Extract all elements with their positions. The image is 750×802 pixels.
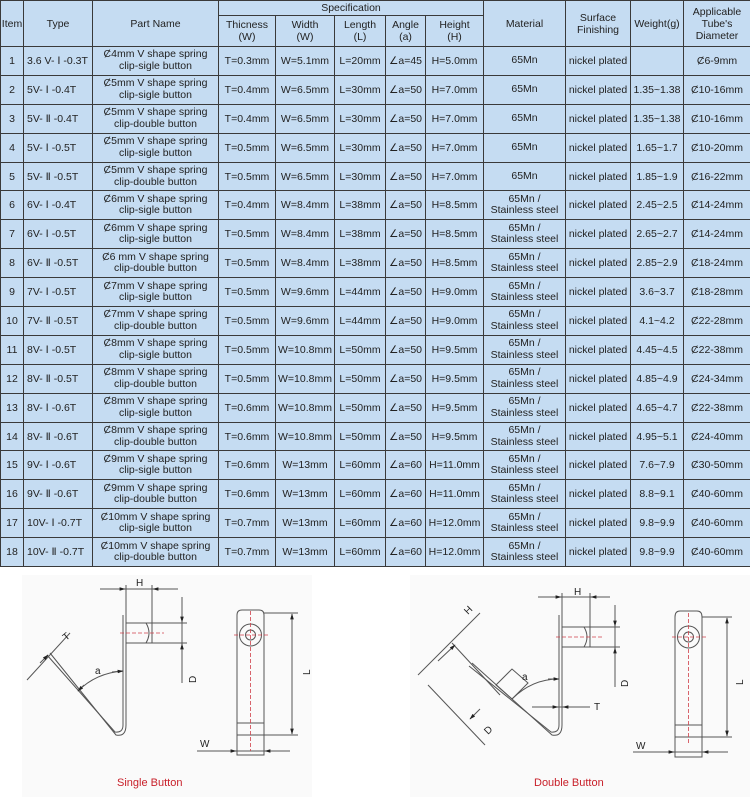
- cell-diameter: Ȼ14-24mm: [684, 220, 750, 249]
- cell-material: 65Mn / Stainless steel: [484, 220, 566, 249]
- cell-part-name: Ȼ5mm V shape spring clip-double button: [93, 104, 219, 133]
- cell-thickness: T=0.6mm: [219, 393, 276, 422]
- cell-thickness: T=0.6mm: [219, 451, 276, 480]
- cell-width: W=8.4mm: [276, 191, 335, 220]
- cell-length: L=60mm: [335, 538, 386, 567]
- cell-length: L=60mm: [335, 451, 386, 480]
- cell-item: 17: [1, 509, 24, 538]
- cell-type: 6V- Ⅰ -0.5T: [24, 220, 93, 249]
- cell-height: H=7.0mm: [426, 133, 484, 162]
- cell-diameter: Ȼ22-28mm: [684, 307, 750, 336]
- cell-weight: 3.6~3.7: [631, 278, 684, 307]
- table-row: [1, 133, 750, 162]
- cell-type: 9V- Ⅰ -0.6T: [24, 451, 93, 480]
- cell-angle: ∠a=50: [386, 133, 426, 162]
- cell-length: L=50mm: [335, 422, 386, 451]
- table-row: [1, 220, 750, 249]
- cell-length: L=30mm: [335, 75, 386, 104]
- cell-material: 65Mn / Stainless steel: [484, 191, 566, 220]
- cell-material: 65Mn / Stainless steel: [484, 422, 566, 451]
- cell-diameter: Ȼ18-24mm: [684, 249, 750, 278]
- cell-weight: 1.85~1.9: [631, 162, 684, 191]
- double-button-diagram: [410, 575, 750, 797]
- cell-surface: nickel plated: [566, 364, 631, 393]
- cell-surface: nickel plated: [566, 278, 631, 307]
- header-thickness: Thicness (W): [219, 16, 276, 47]
- cell-width: W=10.8mm: [276, 422, 335, 451]
- cell-length: L=38mm: [335, 249, 386, 278]
- cell-part-name: Ȼ9mm V shape spring clip-sigle button: [93, 451, 219, 480]
- cell-length: L=20mm: [335, 47, 386, 76]
- table-row: [1, 538, 750, 567]
- cell-thickness: T=0.5mm: [219, 335, 276, 364]
- cell-diameter: Ȼ10-16mm: [684, 75, 750, 104]
- cell-material: 65Mn: [484, 75, 566, 104]
- cell-part-name: Ȼ8mm V shape spring clip-double button: [93, 364, 219, 393]
- cell-item: 3: [1, 104, 24, 133]
- cell-height: H=9.5mm: [426, 364, 484, 393]
- cell-surface: nickel plated: [566, 104, 631, 133]
- cell-width: W=13mm: [276, 480, 335, 509]
- cell-surface: nickel plated: [566, 191, 631, 220]
- cell-type: 5V- Ⅰ -0.4T: [24, 75, 93, 104]
- double-button-drawing-icon: [410, 575, 750, 797]
- cell-material: 65Mn: [484, 47, 566, 76]
- table-row: [1, 75, 750, 104]
- table-row: [1, 451, 750, 480]
- cell-material: 65Mn / Stainless steel: [484, 364, 566, 393]
- cell-height: H=7.0mm: [426, 75, 484, 104]
- cell-material: 65Mn / Stainless steel: [484, 393, 566, 422]
- cell-item: 5: [1, 162, 24, 191]
- cell-part-name: Ȼ9mm V shape spring clip-double button: [93, 480, 219, 509]
- cell-item: 9: [1, 278, 24, 307]
- cell-thickness: T=0.7mm: [219, 538, 276, 567]
- label-d: D: [620, 680, 631, 687]
- cell-thickness: T=0.5mm: [219, 249, 276, 278]
- cell-width: W=10.8mm: [276, 364, 335, 393]
- header-diameter: Applicable Tube's Diameter: [684, 1, 750, 47]
- cell-diameter: Ȼ24-40mm: [684, 422, 750, 451]
- label-h: H: [136, 578, 143, 589]
- header-surface: Surface Finishing: [566, 1, 631, 47]
- cell-material: 65Mn / Stainless steel: [484, 278, 566, 307]
- cell-height: H=7.0mm: [426, 104, 484, 133]
- cell-width: W=10.8mm: [276, 393, 335, 422]
- table-row: [1, 364, 750, 393]
- cell-angle: ∠a=50: [386, 162, 426, 191]
- cell-surface: nickel plated: [566, 422, 631, 451]
- label-a: a: [95, 666, 101, 677]
- cell-width: W=8.4mm: [276, 249, 335, 278]
- cell-item: 14: [1, 422, 24, 451]
- header-width: Width (W): [276, 16, 335, 47]
- cell-angle: ∠a=45: [386, 47, 426, 76]
- cell-surface: nickel plated: [566, 509, 631, 538]
- cell-weight: 4.85~4.9: [631, 364, 684, 393]
- table-row: [1, 393, 750, 422]
- cell-thickness: T=0.4mm: [219, 191, 276, 220]
- header-item: Item: [1, 1, 24, 47]
- cell-diameter: Ȼ14-24mm: [684, 191, 750, 220]
- cell-height: H=7.0mm: [426, 162, 484, 191]
- cell-item: 15: [1, 451, 24, 480]
- cell-material: 65Mn / Stainless steel: [484, 249, 566, 278]
- cell-part-name: Ȼ7mm V shape spring clip-double button: [93, 307, 219, 336]
- header-specification: Specification: [219, 1, 484, 16]
- cell-angle: ∠a=60: [386, 509, 426, 538]
- cell-weight: 2.85~2.9: [631, 249, 684, 278]
- cell-part-name: Ȼ8mm V shape spring clip-sigle button: [93, 335, 219, 364]
- table-row: [1, 422, 750, 451]
- cell-item: 12: [1, 364, 24, 393]
- cell-length: L=50mm: [335, 335, 386, 364]
- cell-surface: nickel plated: [566, 133, 631, 162]
- cell-width: W=10.8mm: [276, 335, 335, 364]
- table-row: [1, 335, 750, 364]
- diagram-area: [0, 567, 750, 800]
- cell-width: W=6.5mm: [276, 162, 335, 191]
- cell-angle: ∠a=50: [386, 220, 426, 249]
- cell-item: 16: [1, 480, 24, 509]
- cell-material: 65Mn: [484, 162, 566, 191]
- cell-diameter: Ȼ22-38mm: [684, 393, 750, 422]
- cell-width: W=5.1mm: [276, 47, 335, 76]
- cell-weight: 7.6~7.9: [631, 451, 684, 480]
- cell-item: 2: [1, 75, 24, 104]
- cell-width: W=13mm: [276, 451, 335, 480]
- cell-type: 8V- Ⅰ -0.5T: [24, 335, 93, 364]
- cell-thickness: T=0.5mm: [219, 220, 276, 249]
- cell-type: 5V- Ⅱ -0.4T: [24, 104, 93, 133]
- cell-height: H=9.5mm: [426, 393, 484, 422]
- cell-width: W=8.4mm: [276, 220, 335, 249]
- cell-angle: ∠a=50: [386, 104, 426, 133]
- cell-length: L=60mm: [335, 480, 386, 509]
- cell-type: 7V- Ⅱ -0.5T: [24, 307, 93, 336]
- cell-type: 5V- Ⅰ -0.5T: [24, 133, 93, 162]
- table-header: [1, 1, 750, 47]
- header-angle: Angle (a): [386, 16, 426, 47]
- single-button-drawing-icon: [22, 575, 312, 797]
- cell-surface: nickel plated: [566, 307, 631, 336]
- cell-type: 3.6 V- Ⅰ -0.3T: [24, 47, 93, 76]
- cell-surface: nickel plated: [566, 75, 631, 104]
- cell-thickness: T=0.5mm: [219, 133, 276, 162]
- cell-type: 9V- Ⅱ -0.6T: [24, 480, 93, 509]
- cell-part-name: Ȼ5mm V shape spring clip-double button: [93, 162, 219, 191]
- cell-diameter: Ȼ24-34mm: [684, 364, 750, 393]
- cell-height: H=8.5mm: [426, 220, 484, 249]
- label-h-angled: H: [462, 604, 475, 617]
- cell-weight: 9.8~9.9: [631, 538, 684, 567]
- cell-surface: nickel plated: [566, 538, 631, 567]
- cell-angle: ∠a=50: [386, 307, 426, 336]
- cell-diameter: Ȼ30-50mm: [684, 451, 750, 480]
- cell-width: W=6.5mm: [276, 75, 335, 104]
- cell-diameter: Ȼ6-9mm: [684, 47, 750, 76]
- cell-width: W=9.6mm: [276, 278, 335, 307]
- double-button-caption: Double Button: [534, 777, 604, 789]
- header-height: Height (H): [426, 16, 484, 47]
- cell-length: L=60mm: [335, 509, 386, 538]
- cell-length: L=50mm: [335, 364, 386, 393]
- cell-type: 6V- Ⅰ -0.4T: [24, 191, 93, 220]
- single-button-diagram: [22, 575, 312, 797]
- cell-part-name: Ȼ4mm V shape spring clip-sigle button: [93, 47, 219, 76]
- cell-diameter: Ȼ40-60mm: [684, 480, 750, 509]
- cell-length: L=30mm: [335, 133, 386, 162]
- header-material: Material: [484, 1, 566, 47]
- cell-height: H=9.5mm: [426, 335, 484, 364]
- cell-angle: ∠a=60: [386, 451, 426, 480]
- cell-surface: nickel plated: [566, 162, 631, 191]
- cell-item: 8: [1, 249, 24, 278]
- cell-surface: nickel plated: [566, 47, 631, 76]
- cell-thickness: T=0.5mm: [219, 307, 276, 336]
- cell-angle: ∠a=50: [386, 75, 426, 104]
- cell-angle: ∠a=50: [386, 191, 426, 220]
- cell-weight: 4.95~5.1: [631, 422, 684, 451]
- table-row: [1, 191, 750, 220]
- label-d: D: [188, 676, 199, 683]
- cell-part-name: Ȼ10mm V shape spring clip-double button: [93, 538, 219, 567]
- cell-height: H=12.0mm: [426, 509, 484, 538]
- cell-weight: 1.35~1.38: [631, 75, 684, 104]
- cell-surface: nickel plated: [566, 220, 631, 249]
- cell-material: 65Mn / Stainless steel: [484, 451, 566, 480]
- cell-material: 65Mn / Stainless steel: [484, 538, 566, 567]
- cell-surface: nickel plated: [566, 249, 631, 278]
- label-t: T: [594, 702, 600, 713]
- cell-width: W=13mm: [276, 509, 335, 538]
- cell-item: 13: [1, 393, 24, 422]
- cell-item: 11: [1, 335, 24, 364]
- label-l: L: [735, 679, 746, 685]
- cell-angle: ∠a=50: [386, 364, 426, 393]
- cell-weight: 4.65~4.7: [631, 393, 684, 422]
- cell-item: 4: [1, 133, 24, 162]
- cell-weight: 4.1~4.2: [631, 307, 684, 336]
- cell-height: H=12.0mm: [426, 538, 484, 567]
- cell-material: 65Mn: [484, 104, 566, 133]
- cell-thickness: T=0.4mm: [219, 104, 276, 133]
- cell-part-name: Ȼ6mm V shape spring clip-sigle button: [93, 191, 219, 220]
- cell-length: L=44mm: [335, 307, 386, 336]
- cell-height: H=11.0mm: [426, 480, 484, 509]
- cell-type: 7V- Ⅰ -0.5T: [24, 278, 93, 307]
- cell-type: 8V- Ⅱ -0.5T: [24, 364, 93, 393]
- cell-item: 18: [1, 538, 24, 567]
- cell-thickness: T=0.3mm: [219, 47, 276, 76]
- cell-height: H=11.0mm: [426, 451, 484, 480]
- cell-diameter: Ȼ10-20mm: [684, 133, 750, 162]
- header-length: Length (L): [335, 16, 386, 47]
- cell-diameter: Ȼ22-38mm: [684, 335, 750, 364]
- label-l: L: [302, 669, 312, 675]
- cell-type: 8V- Ⅱ -0.6T: [24, 422, 93, 451]
- cell-part-name: Ȼ5mm V shape spring clip-sigle button: [93, 133, 219, 162]
- cell-weight: [631, 47, 684, 76]
- cell-material: 65Mn / Stainless steel: [484, 307, 566, 336]
- cell-length: L=38mm: [335, 220, 386, 249]
- cell-weight: 2.45~2.5: [631, 191, 684, 220]
- table-row: [1, 47, 750, 76]
- cell-angle: ∠a=60: [386, 480, 426, 509]
- label-a: a: [522, 672, 528, 683]
- cell-type: 10V- Ⅰ -0.7T: [24, 509, 93, 538]
- cell-weight: 9.8~9.9: [631, 509, 684, 538]
- table-row: [1, 509, 750, 538]
- cell-weight: 4.45~4.5: [631, 335, 684, 364]
- table-row: [1, 162, 750, 191]
- cell-width: W=6.5mm: [276, 133, 335, 162]
- cell-thickness: T=0.4mm: [219, 75, 276, 104]
- cell-weight: 2.65~2.7: [631, 220, 684, 249]
- cell-item: 7: [1, 220, 24, 249]
- cell-angle: ∠a=50: [386, 422, 426, 451]
- header-part-name: Part Name: [93, 1, 219, 47]
- table-body: [1, 47, 750, 567]
- cell-diameter: Ȼ40-60mm: [684, 509, 750, 538]
- cell-weight: 8.8~9.1: [631, 480, 684, 509]
- cell-material: 65Mn: [484, 133, 566, 162]
- cell-part-name: Ȼ8mm V shape spring clip-sigle button: [93, 393, 219, 422]
- cell-thickness: T=0.5mm: [219, 162, 276, 191]
- cell-width: W=9.6mm: [276, 307, 335, 336]
- table-row: [1, 278, 750, 307]
- cell-item: 1: [1, 47, 24, 76]
- cell-length: L=44mm: [335, 278, 386, 307]
- header-type: Type: [24, 1, 93, 47]
- cell-height: H=8.5mm: [426, 191, 484, 220]
- cell-surface: nickel plated: [566, 480, 631, 509]
- cell-type: 6V- Ⅱ -0.5T: [24, 249, 93, 278]
- cell-surface: nickel plated: [566, 393, 631, 422]
- cell-diameter: Ȼ10-16mm: [684, 104, 750, 133]
- cell-angle: ∠a=50: [386, 278, 426, 307]
- cell-width: W=13mm: [276, 538, 335, 567]
- table-row: [1, 307, 750, 336]
- cell-diameter: Ȼ40-60mm: [684, 538, 750, 567]
- header-weight: Weight(g): [631, 1, 684, 47]
- cell-part-name: Ȼ6mm V shape spring clip-sigle button: [93, 220, 219, 249]
- cell-height: H=9.0mm: [426, 307, 484, 336]
- cell-part-name: Ȼ6 mm V shape spring clip-double button: [93, 249, 219, 278]
- cell-length: L=30mm: [335, 104, 386, 133]
- cell-weight: 1.35~1.38: [631, 104, 684, 133]
- cell-type: 10V- Ⅱ -0.7T: [24, 538, 93, 567]
- cell-angle: ∠a=50: [386, 393, 426, 422]
- cell-thickness: T=0.5mm: [219, 364, 276, 393]
- cell-diameter: Ȼ18-28mm: [684, 278, 750, 307]
- cell-surface: nickel plated: [566, 451, 631, 480]
- label-h: H: [574, 587, 581, 598]
- cell-part-name: Ȼ5mm V shape spring clip-sigle button: [93, 75, 219, 104]
- table-row: [1, 480, 750, 509]
- cell-diameter: Ȼ16-22mm: [684, 162, 750, 191]
- cell-part-name: Ȼ8mm V shape spring clip-double button: [93, 422, 219, 451]
- cell-height: H=5.0mm: [426, 47, 484, 76]
- cell-surface: nickel plated: [566, 335, 631, 364]
- cell-part-name: Ȼ10mm V shape spring clip-sigle button: [93, 509, 219, 538]
- cell-type: 5V- Ⅱ -0.5T: [24, 162, 93, 191]
- cell-weight: 1.65~1.7: [631, 133, 684, 162]
- cell-item: 10: [1, 307, 24, 336]
- cell-thickness: T=0.6mm: [219, 422, 276, 451]
- table-row: [1, 249, 750, 278]
- cell-thickness: T=0.6mm: [219, 480, 276, 509]
- cell-type: 8V- Ⅰ -0.6T: [24, 393, 93, 422]
- table-row: [1, 104, 750, 133]
- cell-length: L=50mm: [335, 393, 386, 422]
- cell-width: W=6.5mm: [276, 104, 335, 133]
- label-w: W: [636, 741, 646, 752]
- cell-height: H=9.5mm: [426, 422, 484, 451]
- cell-height: H=8.5mm: [426, 249, 484, 278]
- label-t: T: [61, 631, 73, 643]
- label-w: W: [200, 739, 210, 750]
- cell-height: H=9.0mm: [426, 278, 484, 307]
- cell-thickness: T=0.7mm: [219, 509, 276, 538]
- cell-angle: ∠a=60: [386, 538, 426, 567]
- cell-item: 6: [1, 191, 24, 220]
- cell-angle: ∠a=50: [386, 249, 426, 278]
- cell-length: L=30mm: [335, 162, 386, 191]
- cell-material: 65Mn / Stainless steel: [484, 509, 566, 538]
- label-d-angled: D: [482, 724, 495, 737]
- cell-material: 65Mn / Stainless steel: [484, 480, 566, 509]
- cell-length: L=38mm: [335, 191, 386, 220]
- cell-thickness: T=0.5mm: [219, 278, 276, 307]
- cell-angle: ∠a=50: [386, 335, 426, 364]
- cell-material: 65Mn / Stainless steel: [484, 335, 566, 364]
- cell-part-name: Ȼ7mm V shape spring clip-sigle button: [93, 278, 219, 307]
- single-button-caption: Single Button: [117, 777, 182, 789]
